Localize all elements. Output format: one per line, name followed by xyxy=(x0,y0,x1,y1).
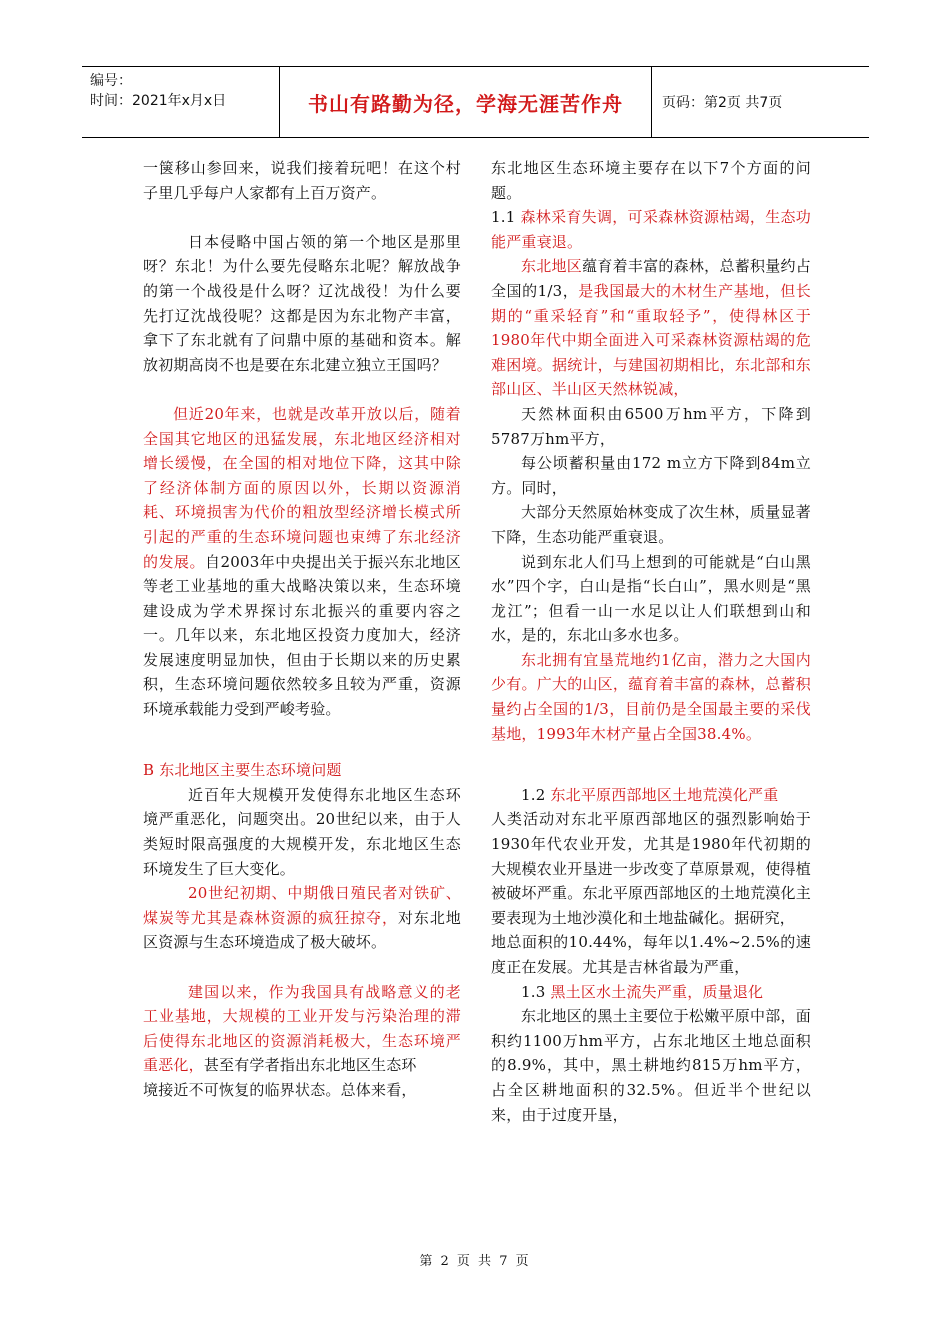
highlight-text: 20世纪初期、中期俄日殖民者对铁矿、煤炭等尤其是森林资源的疯狂掠夺， xyxy=(143,884,461,927)
paragraph: 东北地区的黑土主要位于松嫩平原中部，面积约1100万hm平方，占东北地区土地总面积的8.9%，其中，黑土耕地约815万hm平方，占全区耕地面积的32.5%。但近半个世纪以来，由于过度开垦， xyxy=(491,1007,811,1124)
header-motto: 书山有路勤为径，学海无涯苦作舟 xyxy=(280,67,652,137)
right-column xyxy=(491,156,811,1127)
highlight-text: 东北地区 xyxy=(521,257,583,276)
paragraph: 地总面积的10.44%，每年以1.4%~2.5%的速度正在发展。尤其是吉林省最为严重， xyxy=(491,933,811,976)
page-footer: 第 2 页 共 7 页 xyxy=(419,1254,531,1269)
paragraph: 说到东北人们马上想到的可能就是“白山黑水”四个字，白山是指“长白山”，黑水则是“黑龙江”；但看一山一水足以让人们联想到山和水，是的，东北山多水也多。 xyxy=(491,552,811,645)
paragraph: 日本侵略中国占领的第一个地区是那里呀？东北！为什么要先侵略东北呢？解放战争的第一个战役是什么呀？辽沈战役！为什么要先打辽沈战役呢？这都是因为东北物产丰富，拿下了东北就有了问鼎中原的基础和资本。解放初期高岗不也是要在东北建立独立王国吗？ xyxy=(143,232,461,374)
paragraph-text: 甚至有学者指出东北地区生态环 xyxy=(203,1056,417,1075)
left-column xyxy=(143,156,461,1103)
paragraph xyxy=(143,402,461,722)
section-title: 黑土区水土流失严重，质量退化 xyxy=(550,982,764,1001)
section-heading: B 东北地区主要生态环境问题 xyxy=(143,761,342,780)
paragraph xyxy=(143,881,461,955)
section-title: 森林采育失调，可采森林资源枯竭，生态功能严重衰退。 xyxy=(491,208,811,251)
paragraph-text: 自2003年中央提出关于振兴东北地区等老工业基地的重大战略决策以来，生态环境建设成为学术界探讨东北振兴的重要内容之一。几年以来，东北地区投资力度加大，经济发展速度明显加快，但由于长期以来的历史累积，生态环境问题依然较多且较为严重，资源环境承载能力受到严峻考验。 xyxy=(143,552,461,719)
section-heading: 1.1 森林采育失调，可采森林资源枯竭，生态功能严重衰退。 xyxy=(491,208,811,251)
section-heading: 1.2 东北平原西部地区土地荒漠化严重 xyxy=(521,785,779,804)
header-page-info: 页码：第2页 共7页 xyxy=(662,95,783,111)
paragraph: 每公顷蓄积量由172 m立方下降到84m立方。同时， xyxy=(491,454,811,497)
page-header xyxy=(82,66,869,138)
paragraph: 东北地区生态环境主要存在以下7个方面的问题。 xyxy=(491,159,811,202)
paragraph: 境接近不可恢复的临界状态。总体来看， xyxy=(143,1080,417,1099)
paragraph: 大部分天然原始林变成了次生林，质量显著下降，生态功能严重衰退。 xyxy=(491,503,811,546)
time-label: 时间：2021年x月x日 xyxy=(90,93,227,109)
header-meta xyxy=(82,67,280,137)
paragraph-text: 蕴育着丰富的森林，总蓄积量约占全国的1/3， xyxy=(491,257,811,300)
paragraph: 天然林面积由6500万hm平方，下降到5787万hm平方， xyxy=(491,404,811,448)
paragraph: 东北拥有宜垦荒地约1亿亩，潜力之大国内少有。广大的山区，蕴育着丰富的森林，总蓄积量约占全国的1/3，目前仍是全国最主要的采伐基地，1993年木材产量占全国38.4%。 xyxy=(491,650,811,743)
code-label: 编号： xyxy=(90,73,132,89)
section-title: 东北平原西部地区土地荒漠化严重 xyxy=(550,785,779,804)
paragraph xyxy=(491,254,811,402)
paragraph: 近百年大规模开发使得东北地区生态环境严重恶化，问题突出。20世纪以来，由于人类短时限高强度的大规模开发，东北地区生态环境发生了巨大变化。 xyxy=(143,785,461,878)
section-heading: 1.3 黑土区水土流失严重，质量退化 xyxy=(521,982,764,1001)
paragraph-text: 对东北地区资源与生态环境造成了极大破坏。 xyxy=(143,908,461,952)
highlight-text: 但近20年来，也就是改革开放以后，随着全国其它地区的迅猛发展，东北地区经济相对增长缓慢，在全国的相对地位下降，这其中除了经济体制方面的原因以外，长期以资源消耗、环境损害为代价的粗放型经济增长模式所引起的严重的生态环境问题也束缚了东北经济的发展。 xyxy=(143,404,461,571)
highlight-text: 是我国最大的木材生产基地，但长期的“重采轻育”和“重取轻予”，使得林区于1980年代中期全面进入可采森林资源枯竭的危难困境。据统计，与建国初期相比，东北部和东部山区、半山区天然林锐减， xyxy=(491,281,811,399)
paragraph xyxy=(143,980,461,1078)
paragraph: 一箧移山参回来，说我们接着玩吧！在这个村子里几乎每户人家都有上百万资产。 xyxy=(143,159,461,202)
paragraph: 人类活动对东北平原西部地区的强烈影响始于1930年代农业开发，尤其是1980年代初期的大规模农业开垦进一步改变了草原景观，使得植被破坏严重。东北平原西部地区的土地荒漠化主要表现为土地沙漠化和土地盐碱化。据研究， xyxy=(491,810,811,927)
highlight-text: 建国以来，作为我国具有战略意义的老工业基地，大规模的工业开发与污染治理的滞后使得东北地区的资源消耗极大，生态环境严重恶化， xyxy=(143,982,461,1075)
